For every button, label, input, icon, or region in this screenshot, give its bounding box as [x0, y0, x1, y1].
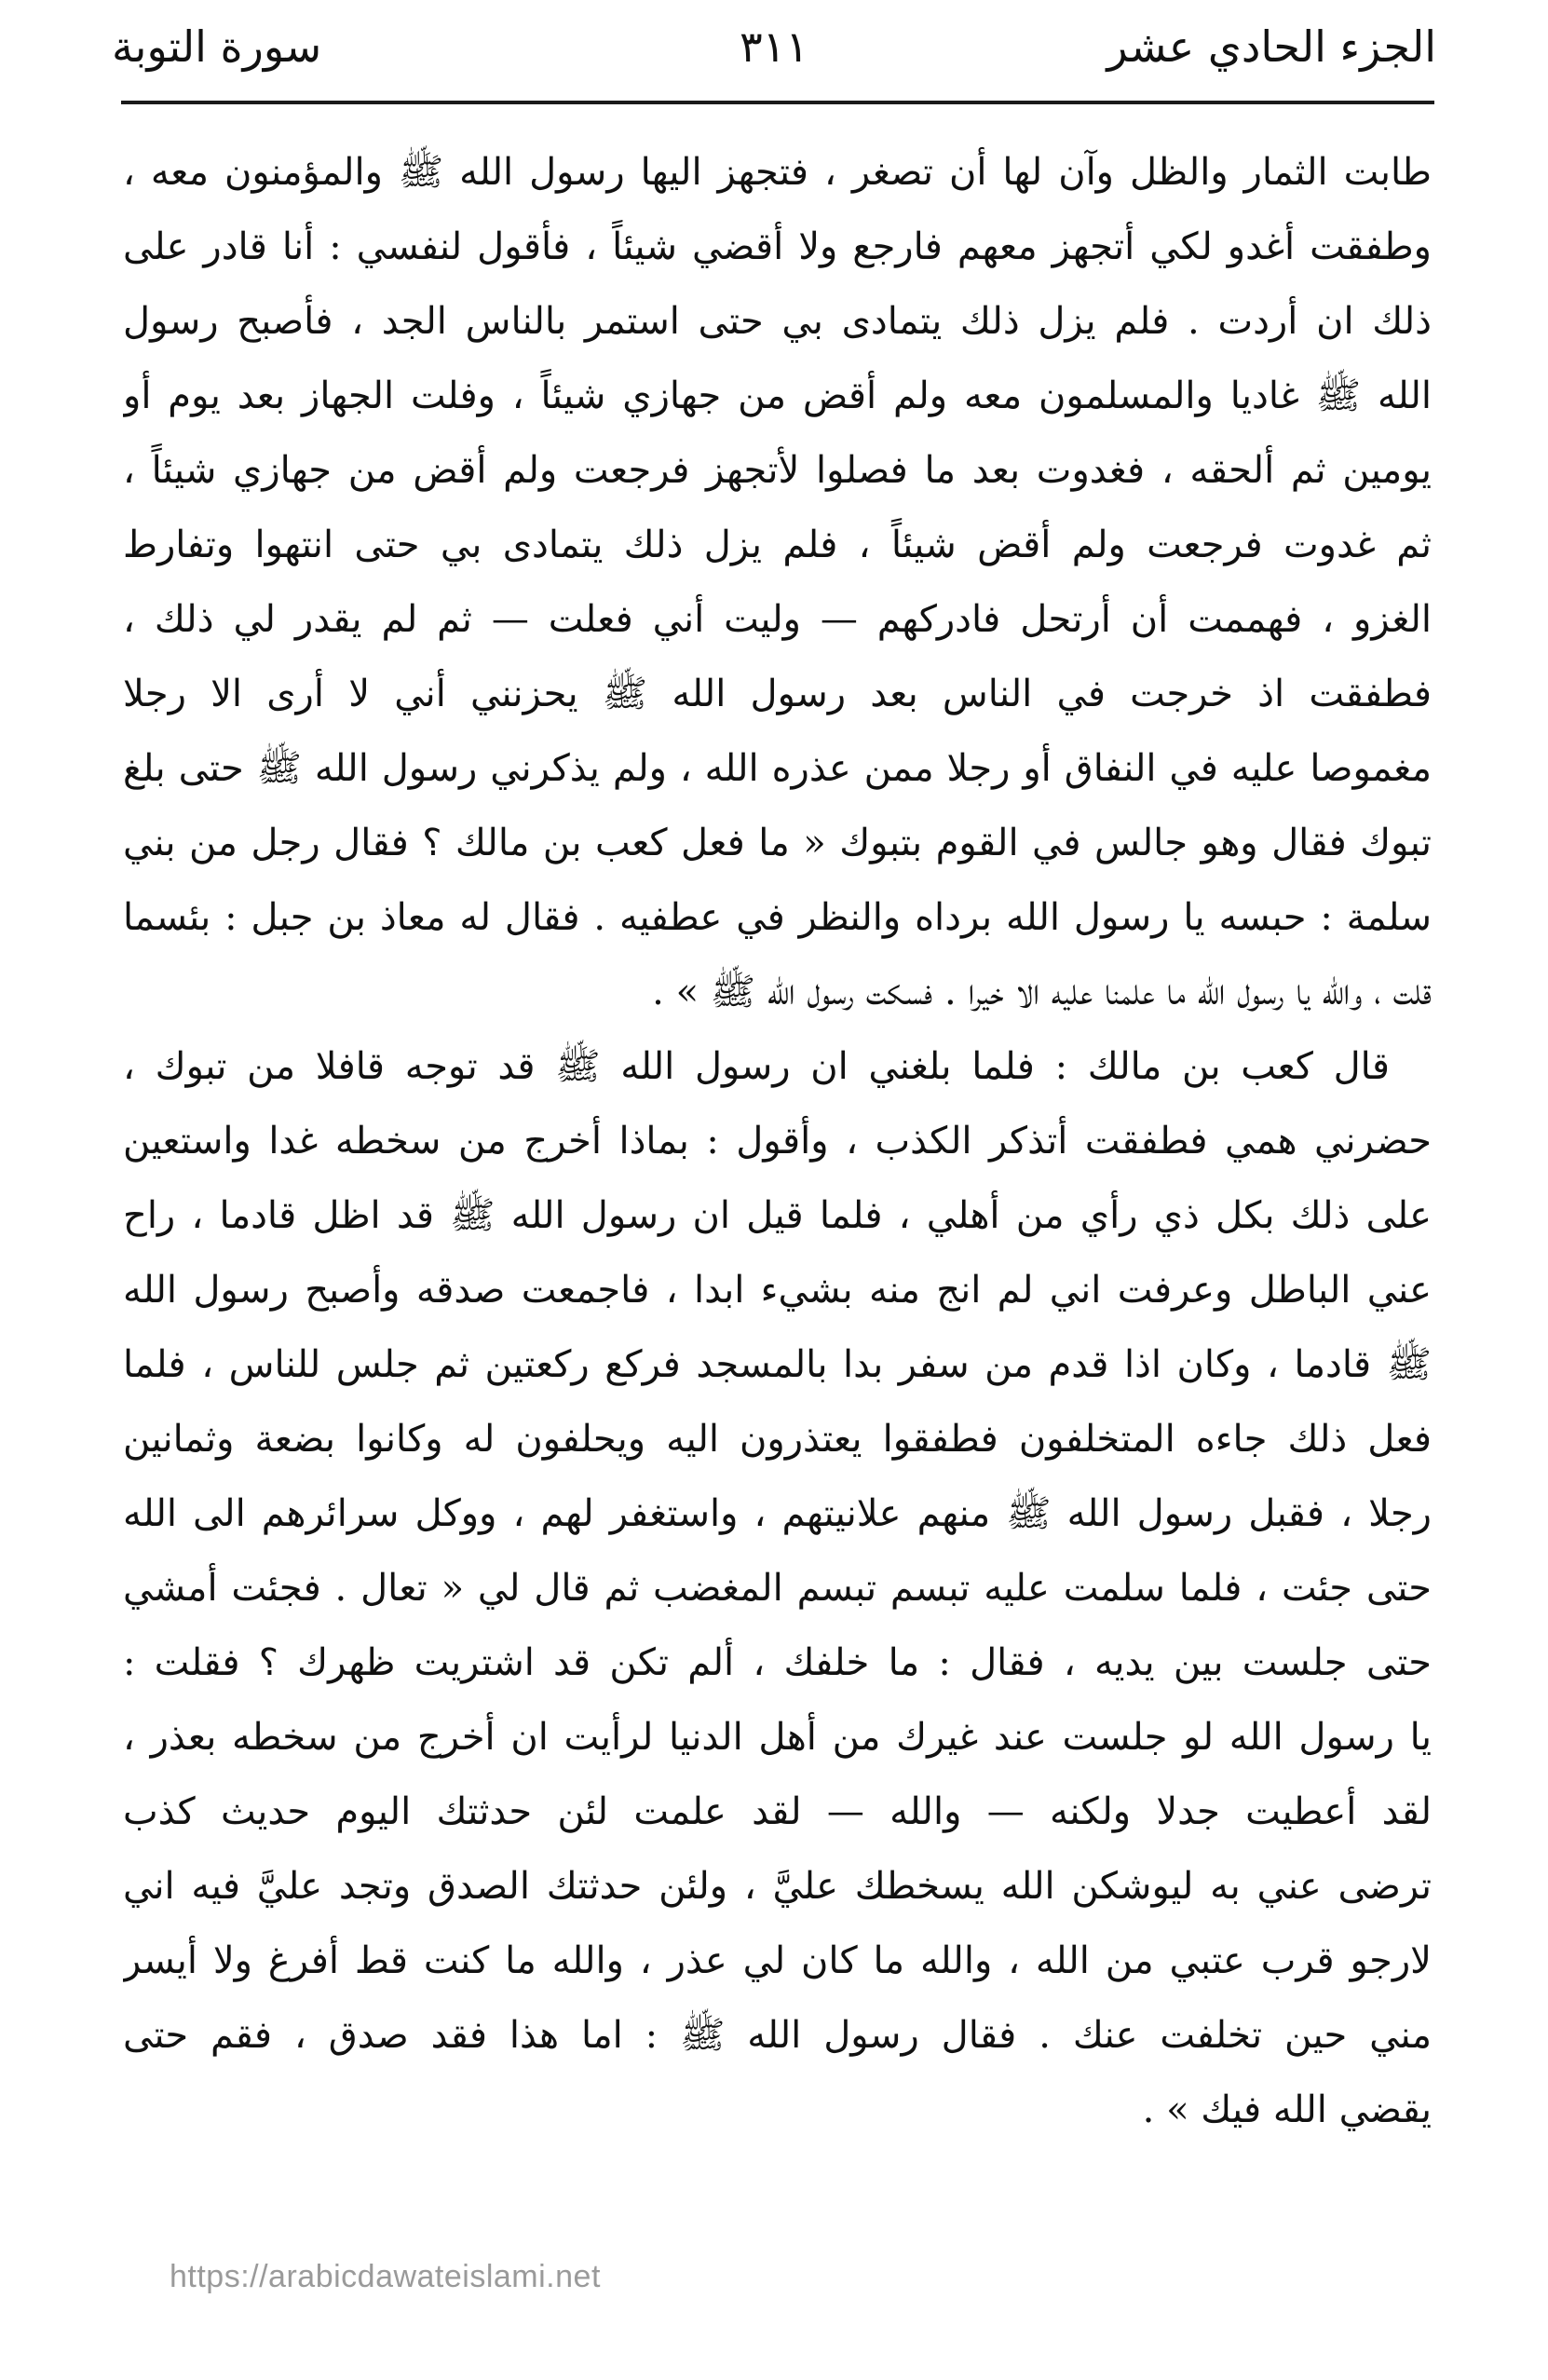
text-line: يقضي الله فيك » .	[1142, 2088, 1432, 2131]
text-line: يا رسول الله لو جلست عند غيرك من أهل الدنيا لرأيت ان أخرج من سخطه بعذر ،	[123, 1716, 1432, 1759]
text-line: لقد أعطيت جدلا ولكنه — والله — لقد علمت لئن حدثتك اليوم حديث كذب	[123, 1790, 1432, 1833]
text-line: سلمة : حبسه يا رسول الله برداه والنظر في عطفيه . فقال له معاذ بن جبل : بئسما	[123, 896, 1432, 939]
text-line: عني الباطل وعرفت اني لم انج منه بشيء ابدا ، فاجمعت صدقه وأصبح رسول الله	[123, 1269, 1432, 1312]
text-line: قال كعب بن مالك : فلما بلغني ان رسول الله ﷺ قد توجه قافلا من تبوك ،	[123, 1045, 1390, 1088]
text-line: طابت الثمار والظل وآن لها أن تصغر ، فتجهز اليها رسول الله ﷺ والمؤمنون معه ،	[123, 151, 1432, 194]
page-header	[112, 11, 1436, 95]
page-body	[123, 135, 1432, 2147]
text-line: فطفقت اذ خرجت في الناس بعد رسول الله ﷺ يحزنني أني لا أرى الا رجلا	[123, 673, 1432, 715]
text-line: الله ﷺ غاديا والمسلمون معه ولم أقض من جهازي شيئاً ، وفلت الجهاز بعد يوم أو	[123, 374, 1432, 417]
header-divider	[121, 101, 1434, 104]
text-line: وطفقت أغدو لكي أتجهز معهم فارجع ولا أقضي شيئاً ، فأقول لنفسي : أنا قادر على	[123, 225, 1432, 268]
page-number: ٣١١	[739, 21, 809, 72]
text-line: ذلك ان أردت . فلم يزل ذلك يتمادى بي حتى استمر بالناس الجد ، فأصبح رسول	[123, 300, 1432, 343]
text-line: فعل ذلك جاءه المتخلفون فطفقوا يعتذرون اليه ويحلفون له وكانوا بضعة وثمانين	[123, 1418, 1432, 1461]
text-line: مني حين تخلفت عنك . فقال رسول الله ﷺ : اما هذا فقد صدق ، فقم حتى	[123, 2014, 1432, 2057]
text-line: تبوك فقال وهو جالس في القوم بتبوك « ما فعل كعب بن مالك ؟ فقال رجل من بني	[123, 822, 1432, 864]
text-line: على ذلك بكل ذي رأي من أهلي ، فلما قيل ان رسول الله ﷺ قد اظل قادما ، راح	[123, 1194, 1432, 1237]
text-line: لارجو قرب عتبي من الله ، والله ما كان لي عذر ، والله ما كنت قط أفرغ ولا أيسر	[123, 1939, 1432, 1982]
surah-title: سورة التوبة	[112, 21, 322, 72]
juz-title: الجزء الحادي عشر	[1107, 21, 1436, 72]
text-line: رجلا ، فقبل رسول الله ﷺ منهم علانيتهم ، واستغفر لهم ، ووكل سرائرهم الى الله	[123, 1492, 1432, 1535]
text-line: قلت ، والله يا رسول الله ما علمنا عليه الا خيرا . فسكت رسول الله ﷺ » .	[652, 971, 1432, 1013]
text-line: حضرني همي فطفقت أتذكر الكذب ، وأقول : بماذا أخرج من سخطه غدا واستعين	[123, 1120, 1432, 1163]
text-line: ترضى عني به ليوشكن الله يسخطك عليَّ ، ولئن حدثتك الصدق وتجد عليَّ فيه اني	[123, 1865, 1432, 1908]
text-line: حتى جئت ، فلما سلمت عليه تبسم تبسم المغضب ثم قال لي « تعال . فجئت أمشي	[123, 1567, 1432, 1610]
watermark-url: https://arabicdawateislami.net	[170, 2259, 601, 2294]
text-line: الغزو ، فهممت أن أرتحل فادركهم — وليت أني فعلت — ثم لم يقدر لي ذلك ،	[123, 598, 1432, 641]
text-line: ثم غدوت فرجعت ولم أقض شيئاً ، فلم يزل ذلك يتمادى بي حتى انتهوا وتفارط	[123, 524, 1432, 566]
text-line: يومين ثم ألحقه ، فغدوت بعد ما فصلوا لأتجهز فرجعت ولم أقض من جهازي شيئاً ،	[123, 449, 1432, 492]
text-line: ﷺ قادما ، وكان اذا قدم من سفر بدا بالمسجد فركع ركعتين ثم جلس للناس ، فلما	[123, 1343, 1432, 1386]
text-line: حتى جلست بين يديه ، فقال : ما خلفك ، ألم تكن قد اشتريت ظهرك ؟ فقلت :	[123, 1641, 1432, 1684]
text-line: مغموصا عليه في النفاق أو رجلا ممن عذره الله ، ولم يذكرني رسول الله ﷺ حتى بلغ	[123, 747, 1432, 790]
